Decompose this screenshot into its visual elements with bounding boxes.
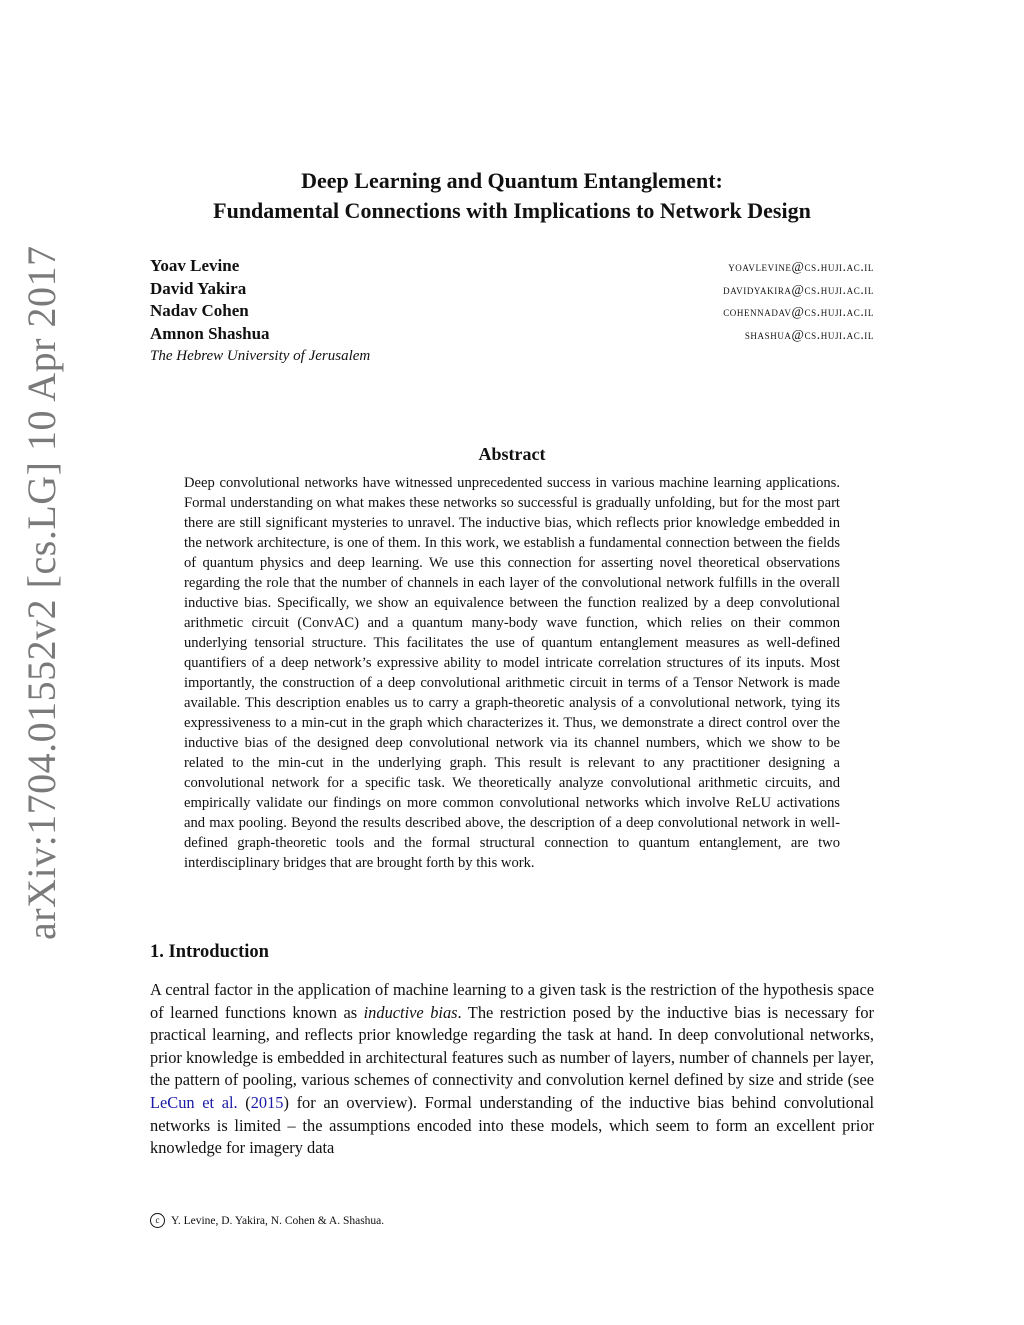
author-block bbox=[150, 256, 874, 365]
intro-text: ( bbox=[237, 1092, 251, 1112]
introduction-heading: 1. Introduction bbox=[150, 942, 269, 962]
intro-text: A central factor in the application of machine learning to a given task is the restriction of the hypothesis space of learned functions known as bbox=[150, 980, 874, 1022]
author-name: Amnon Shashua bbox=[150, 323, 270, 343]
author-email[interactable]: cohennadav@cs.huji.ac.il bbox=[723, 304, 874, 319]
author-email[interactable]: shashua@cs.huji.ac.il bbox=[744, 326, 874, 342]
citation-link-author[interactable]: LeCun et al. bbox=[150, 1092, 238, 1112]
author-row bbox=[150, 256, 874, 279]
abstract-heading: Abstract bbox=[478, 444, 546, 464]
author-row bbox=[150, 324, 874, 347]
citation-link-year[interactable]: 2015 bbox=[250, 1092, 284, 1112]
paper-title bbox=[150, 166, 874, 226]
author-row bbox=[150, 279, 874, 302]
intro-text: . The restriction posed by the inductive bias is necessary for practical learning, and reflects prior knowledge regarding the task at hand. In deep convolutional networks, prior knowledge is embedded in architectural features such as number of layers, number of channels per layer, the pattern of pooling, various schemes of connectivity and convolution kernel defined by size and stride (see bbox=[150, 1002, 874, 1090]
intro-emphasis: inductive bias bbox=[363, 1002, 458, 1022]
author-email[interactable]: yoavlevine@cs.huji.ac.il bbox=[728, 259, 874, 274]
author-email[interactable]: davidyakira@cs.huji.ac.il bbox=[723, 281, 874, 297]
intro-text: ) for an overview). Formal understanding of the inductive bias behind convolutional networks is limited – the assumptions encoded into these models, which seem to form an excellent prior knowledge for imagery data bbox=[150, 1092, 874, 1158]
author-name: Nadav Cohen bbox=[150, 301, 249, 320]
copyright-text: Y. Levine, D. Yakira, N. Cohen & A. Shashua. bbox=[171, 1214, 385, 1227]
abstract-body: Deep convolutional networks have witnessed unprecedented success in various machine learning applications. Formal understanding on what makes these networks so successful is gradually unfolding, but for the most part there are still significant mysteries to unravel. The inductive bias, which reflects prior knowledge embedded in the network architecture, is one of them. In this work, we establish a fundamental connection between the fields of quantum physics and deep learning. We use this connection for asserting novel theoretical observations regarding the role that the number of channels in each layer of the convolutional network fulfills in the overall inductive bias. Specifically, we show an equivalence between the function realized by a deep convolutional arithmetic circuit (ConvAC) and a quantum many-body wave function, which relies on their common underlying tensorial structure. This facilitates the use of quantum entanglement measures as well-defined quantifiers of a deep network’s expressive ability to model intricate correlation structures of its inputs. Most importantly, the construction of a deep convolutional arithmetic circuit in terms of a Tensor Network is made available. This description enables us to carry a graph-theoretic analysis of a convolutional network, tying its expressiveness to a min-cut in the graph which characterizes it. Thus, we demonstrate a direct control over the inductive bias of the designed deep convolutional network via its channel numbers, which we show to be related to the min-cut in the underlying graph. This result is relevant to any practitioner designing a convolutional network for a specific task. We theoretically analyze convolutional arithmetic circuits, and empirically validate our findings on more common convolutional networks which involve ReLU activations and max pooling. Beyond the results described above, the description of a deep convolutional network in well-defined graph-theoretic tools and the formal structural connection to quantum entanglement, are two interdisciplinary bridges that are brought forth by this work. bbox=[184, 475, 840, 871]
title-line-2: Fundamental Connections with Implications to Network Design bbox=[213, 198, 811, 223]
arxiv-identifier-stamp: arXiv:1704.01552v2 [cs.LG] 10 Apr 2017 bbox=[19, 245, 64, 940]
author-name: David Yakira bbox=[150, 278, 247, 298]
copyright-icon: c bbox=[150, 1213, 165, 1228]
introduction-paragraph bbox=[150, 979, 874, 1160]
affiliation: The Hebrew University of Jerusalem bbox=[150, 348, 371, 364]
title-line-1: Deep Learning and Quantum Entanglement: bbox=[301, 168, 723, 193]
author-name: Yoav Levine bbox=[150, 256, 240, 275]
author-row bbox=[150, 301, 874, 324]
copyright-footer bbox=[150, 1213, 384, 1228]
